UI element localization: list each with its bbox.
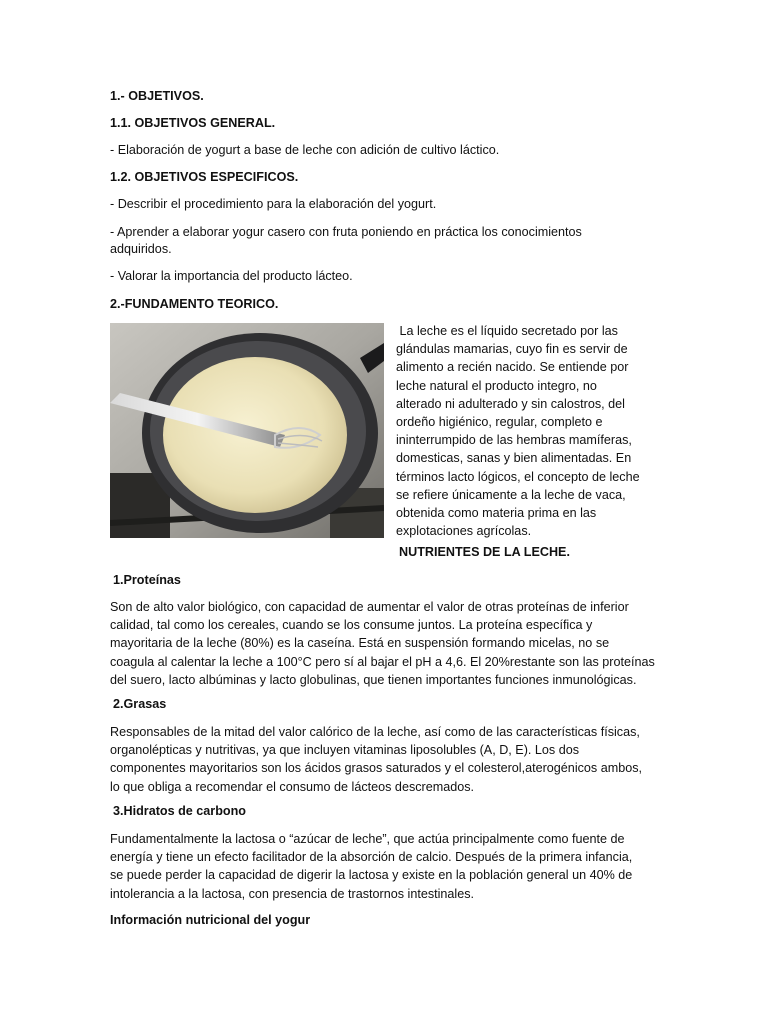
grasas-line: organolépticas y nutritivas, ya que incluyen vitaminas liposolubles (A, D, E). Los dos: [110, 743, 580, 758]
fundamento-paragraph: [396, 322, 726, 540]
grasas-heading: 2.Grasas: [113, 697, 167, 711]
hidratos-line: se puede perder la capacidad de digerir la lactosa y existe en la población general un 40% de: [110, 868, 633, 883]
fundamento-line: La leche es el líquido secretado por las: [396, 324, 618, 338]
objetivo-especifico-item: - Aprender a elaborar yogur casero con fruta poniendo en práctica los conocimientos: [110, 225, 582, 239]
grasas-line: lo que obliga a recomendar el consumo de lácteos descremados.: [110, 779, 475, 794]
proteinas-line: del suero, lacto albúminas y lacto globulinas, que tienen importantes funciones inmunológicas.: [110, 672, 637, 687]
objetivos-general-heading: 1.1. OBJETIVOS GENERAL.: [110, 116, 276, 130]
objetivo-especifico-item: - Describir el procedimiento para la elaboración del yogurt.: [110, 197, 437, 211]
hidratos-line: Fundamentalmente la lactosa o “azúcar de leche”, que actúa principalmente como fuente de: [110, 832, 625, 846]
fundamento-heading: 2.-FUNDAMENTO TEORICO.: [110, 297, 279, 311]
info-nutricional-heading: Información nutricional del yogur: [110, 913, 311, 927]
hidratos-line: energía y tiene un efecto facilitador de la absorción de calcio. Después de la primera infancia,: [110, 850, 633, 865]
objetivo-especifico-item-continuation: adquiridos.: [110, 242, 172, 256]
objetivos-especificos-heading: 1.2. OBJETIVOS ESPECIFICOS.: [110, 170, 299, 184]
grasas-line: Responsables de la mitad del valor calórico de la leche, así como de las características físicas,: [110, 725, 640, 739]
fundamento-line: obtenida como materia prima en las: [396, 506, 597, 521]
proteinas-line: mayoritaria de la leche (80%) es la caseína. Está en suspensión formando micelas, no se: [110, 636, 610, 651]
objetivo-especifico-item: - Valorar la importancia del producto lácteo.: [110, 269, 353, 283]
hidratos-line: intolerancia a la lactosa, con presencia de trastornos intestinales.: [110, 886, 475, 901]
proteinas-line: coagula al calentar la leche a 100°C pero sí al bajar el pH a 4,6. El 20%restante son las proteínas: [110, 654, 655, 669]
hidratos-heading: 3.Hidratos de carbono: [113, 804, 246, 818]
milk-pot-photo: [110, 323, 384, 538]
fundamento-line: se refiere únicamente a la leche de vaca,: [396, 487, 626, 502]
grasas-paragraph: [110, 723, 670, 796]
nutrientes-heading: NUTRIENTES DE LA LECHE.: [399, 545, 570, 559]
objetivos-heading: 1.- OBJETIVOS.: [110, 89, 204, 103]
proteinas-paragraph: [110, 598, 670, 689]
hidratos-paragraph: [110, 830, 670, 903]
fundamento-line: leche natural el producto integro, no: [396, 378, 597, 393]
fundamento-line: términos lacto lógicos, el concepto de leche: [396, 469, 640, 484]
proteinas-line: Son de alto valor biológico, con capacidad de aumentar el valor de otras proteínas de inferior: [110, 600, 629, 614]
fundamento-line: explotaciones agrícolas.: [396, 524, 532, 539]
fundamento-line: alterado ni adulterado y sin calostros, del: [396, 396, 625, 411]
fundamento-line: domesticas, sanas y bien alimentadas. En: [396, 451, 632, 466]
proteinas-heading: 1.Proteínas: [113, 573, 181, 587]
objetivo-general-item: - Elaboración de yogurt a base de leche con adición de cultivo láctico.: [110, 143, 500, 157]
fundamento-line: alimento a recién nacido. Se entiende por: [396, 360, 629, 375]
fundamento-line: ordeño higiénico, regular, completo e: [396, 415, 603, 430]
grasas-line: componentes mayoritarios son los ácidos grasos saturados y el colesterol,aterogénicos ambos,: [110, 761, 643, 776]
fundamento-line: ininterrumpido de las hembras mamíferas,: [396, 433, 632, 448]
proteinas-line: calidad, tal como los cereales, cuando se los consume juntos. La proteína específica y: [110, 618, 593, 633]
fundamento-line: glándulas mamarias, cuyo fin es servir de: [396, 342, 628, 357]
